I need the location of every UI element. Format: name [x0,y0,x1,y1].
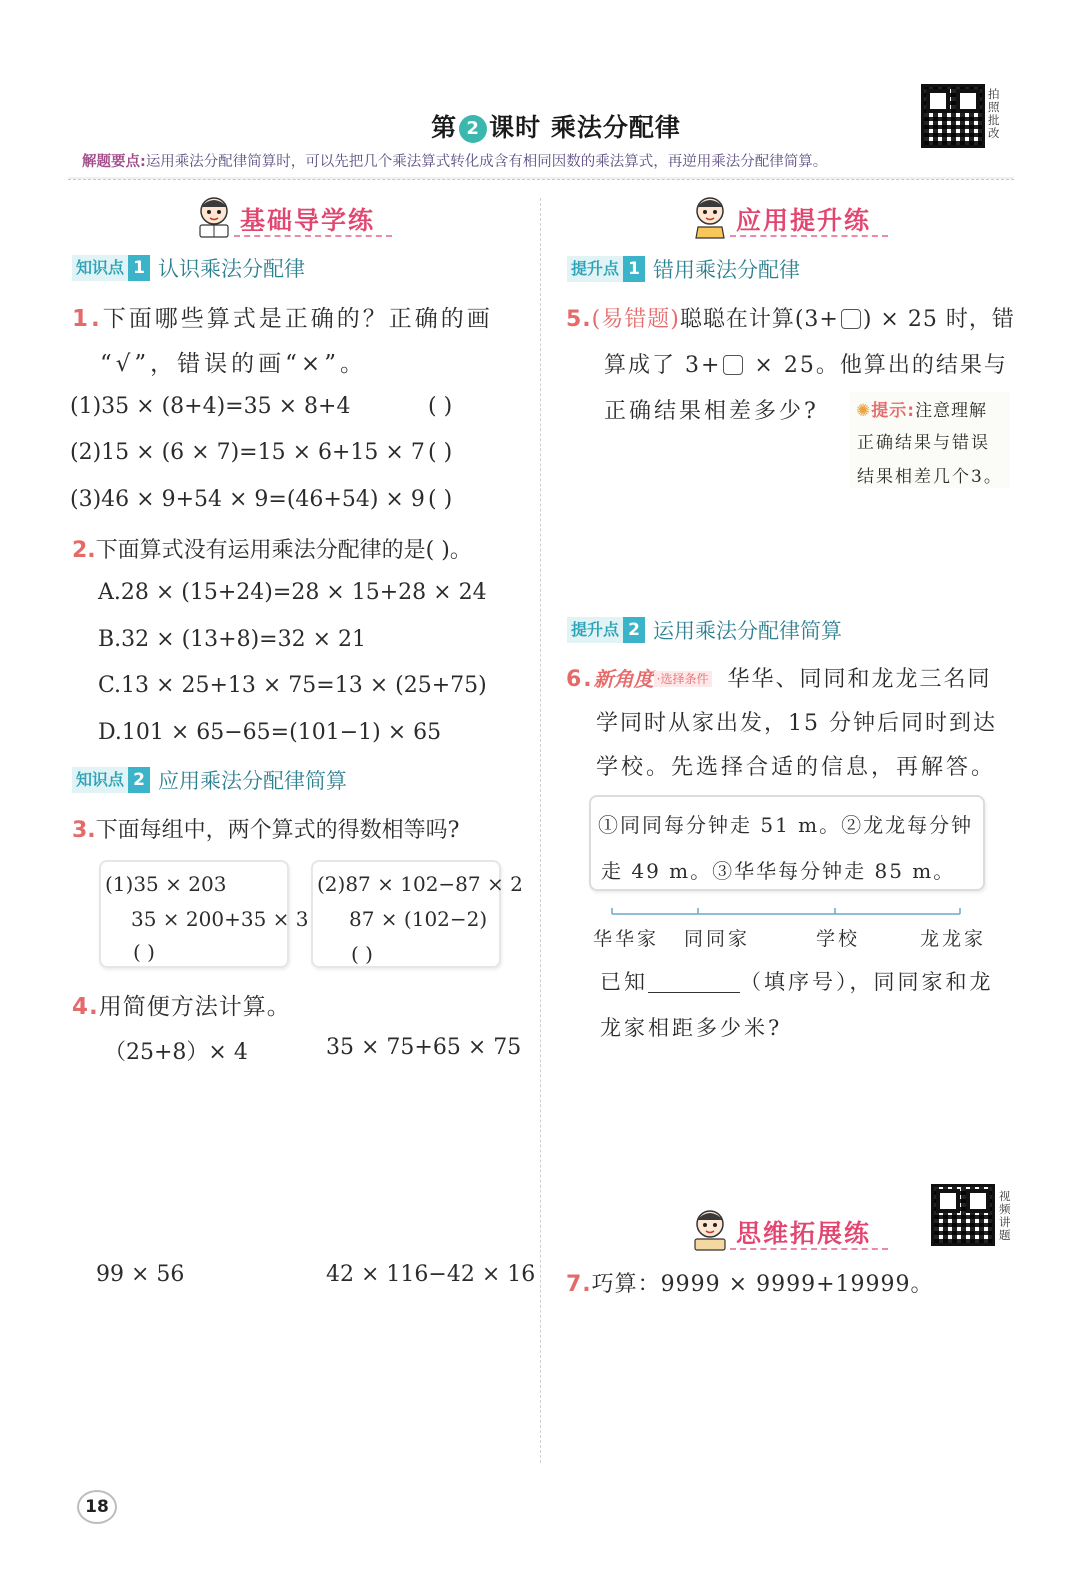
kp-title: 应用乘法分配律简算 [158,769,348,793]
hint-text-3: 结果相差几个3。 [857,467,1003,487]
option-b[interactable]: B.32 × (13+8)=32 × 21 [98,627,367,652]
question-number: 3. [72,818,96,843]
answer-blank[interactable]: ( ) [133,940,155,964]
question-1-stem: 下面哪些算式是正确的？正确的画 [102,306,493,332]
page-number: 18 [77,1490,117,1524]
question-number: 6. [566,667,594,692]
hint-label: 提示: [871,401,916,421]
tip-text: 运用乘法分配律简算时，可以先把几个乘法算式转化成含有相同因数的乘法算式，再逆用乘法分配律简算。 [145,154,828,170]
q6-known-label: 已知 [600,970,648,994]
qr-label-top: 拍照批改 [988,87,1000,140]
option-c[interactable]: C.13 × 25+13 × 75=13 × (25+75) [98,673,487,698]
section-thinking [690,1208,900,1252]
q5-text-a: 聪聪在计算(3+ [679,307,839,332]
hint-text-1: 注意理解 [915,401,988,421]
place-huahua-home: 华华家 [593,928,660,950]
info-box [589,795,985,891]
qr-code-icon[interactable] [931,1184,995,1246]
kp-number: 2 [128,767,150,793]
header-divider [68,177,1014,180]
question-3-stem: 下面每组中，两个算式的得数相等吗? [95,818,460,843]
question-6-line3: 学校。先选择合适的信息，再解答。 [596,755,997,780]
q6-text-1: 华华、同同和龙龙三名同 [727,667,992,692]
q3-group1-expr-b: 35 × 200+35 × 3 [131,907,309,931]
answer-blank[interactable]: ( ) [428,487,453,512]
column-divider [540,198,541,1463]
q4-expr-3: 99 × 56 [96,1262,185,1287]
question-6-line2: 学同时从家出发，15 分钟后同时到达 [596,711,997,736]
hint-line1 [856,396,987,421]
knowledge-point-1 [72,253,305,281]
q3-group-2 [311,860,523,968]
info-line-2[interactable]: 走 49 m。③华华每分钟走 85 m。 [601,859,956,883]
question-5-line2 [604,348,1008,379]
question-1-line2: “√”，错误的画“×”。 [100,351,367,377]
info-line-1[interactable]: ①同同每分钟走 51 m。②龙龙每分钟 [598,813,974,837]
question-2 [72,533,472,564]
q4-expr-2: 35 × 75+65 × 75 [326,1035,522,1060]
knowledge-point-2 [72,765,347,793]
lesson-number-badge: 2 [459,115,487,143]
q3-group2-expr-b: 87 × (102−2) [349,907,488,931]
question-2-stem: 下面算式没有运用乘法分配律的是( )。 [95,538,472,563]
q4-expr-1: （25+8）× 4 [104,1040,248,1065]
q5-text-b: ) × 25 时，错 [862,307,1015,332]
question-6-line4 [600,966,994,996]
blank-square[interactable] [723,355,743,375]
q1-item-2: (2)15 × (6 × 7)=15 × 6+15 × 7 [70,440,425,465]
question-6-line1 [566,662,992,693]
upgrade-point-1 [567,254,800,282]
kp-number: 1 [623,256,645,282]
option-d[interactable]: D.101 × 65−65=(101−1) × 65 [98,720,442,745]
kp-tag: 知识点 [72,255,128,281]
mascot-icon [194,195,234,239]
question-6-line5: 龙家相距多少米? [600,1016,783,1040]
blank-square[interactable] [841,309,861,329]
question-number: 7. [566,1272,592,1297]
place-tongtong-home: 同同家 [684,928,751,950]
question-7-text: 巧算：9999 × 9999+19999。 [591,1272,934,1297]
section-title-basic: 基础导学练 [240,206,376,235]
page-title [0,108,1080,144]
q3-group2-expr-a: (2)87 × 102−87 × 2 [317,872,523,896]
question-number: 2. [72,538,96,563]
section-underline [730,235,888,237]
kp-title: 运用乘法分配律简算 [653,619,843,643]
tip-label: 解题要点: [82,154,146,170]
qr-label-bottom: 视频讲题 [999,1189,1011,1242]
q4-expr-4: 42 × 116−42 × 16 [326,1262,536,1287]
section-title-thinking: 思维拓展练 [736,1219,872,1248]
question-4-stem: 用简便方法计算。 [98,994,291,1020]
question-5-line3: 正确结果相差多少? [604,399,819,424]
question-3 [72,813,459,844]
option-a[interactable]: A.28 × (15+24)=28 × 15+28 × 24 [98,580,487,605]
new-angle-badge: 新角度 [593,667,654,691]
question-number: 4. [72,994,99,1020]
fill-blank-line[interactable] [648,992,740,993]
error-prone-tag: (易错题) [591,307,680,332]
mascot-icon [690,1208,730,1252]
upgrade-point-2 [567,615,842,643]
mascot-icon [690,195,730,239]
question-4 [72,988,291,1021]
badge-subtag: ·选择条件 [654,671,712,687]
sun-icon: ✺ [856,401,872,421]
q1-item-3: (3)46 × 9+54 × 9=(46+54) × 9 [70,487,425,512]
title-suffix: 课时 乘法分配律 [489,113,681,142]
question-7 [566,1267,934,1298]
kp-number: 2 [623,617,645,643]
hint-text-2: 正确结果与错误 [857,433,990,453]
answer-blank[interactable]: ( ) [351,942,373,966]
qr-code-icon[interactable] [921,84,985,148]
q5-text-c: 算成了 3+ [604,353,722,378]
question-number: 5. [566,307,592,332]
hint-box [850,392,1010,488]
title-prefix: 第 [431,113,458,142]
tip-line [82,150,827,171]
section-underline [234,235,392,237]
kp-tag: 知识点 [72,767,128,793]
section-applied [690,195,900,239]
kp-number: 1 [128,255,150,281]
kp-tag: 提升点 [567,256,623,282]
q5-text-d: × 25。他算出的结果与 [745,353,1008,378]
section-title-applied: 应用提升练 [736,206,872,235]
place-longlong-home: 龙龙家 [920,928,987,950]
q1-item-1: (1)35 × (8+4)=35 × 8+4 [70,394,351,419]
question-1-line1 [72,300,493,333]
q3-group1-expr-a: (1)35 × 203 [105,872,227,896]
q3-group-1 [99,860,309,968]
route-line [604,904,966,924]
place-school: 学校 [816,928,861,950]
section-basic [194,195,404,239]
question-number: 1. [72,306,103,332]
question-5-line1 [566,302,1015,333]
answer-blank[interactable]: ( ) [428,394,453,419]
answer-blank[interactable]: ( ) [428,440,453,465]
kp-tag: 提升点 [567,617,623,643]
q6-text-4: （填序号），同同家和龙 [740,970,994,994]
kp-title: 错用乘法分配律 [653,258,801,282]
kp-title: 认识乘法分配律 [158,257,306,281]
section-underline [730,1248,888,1250]
